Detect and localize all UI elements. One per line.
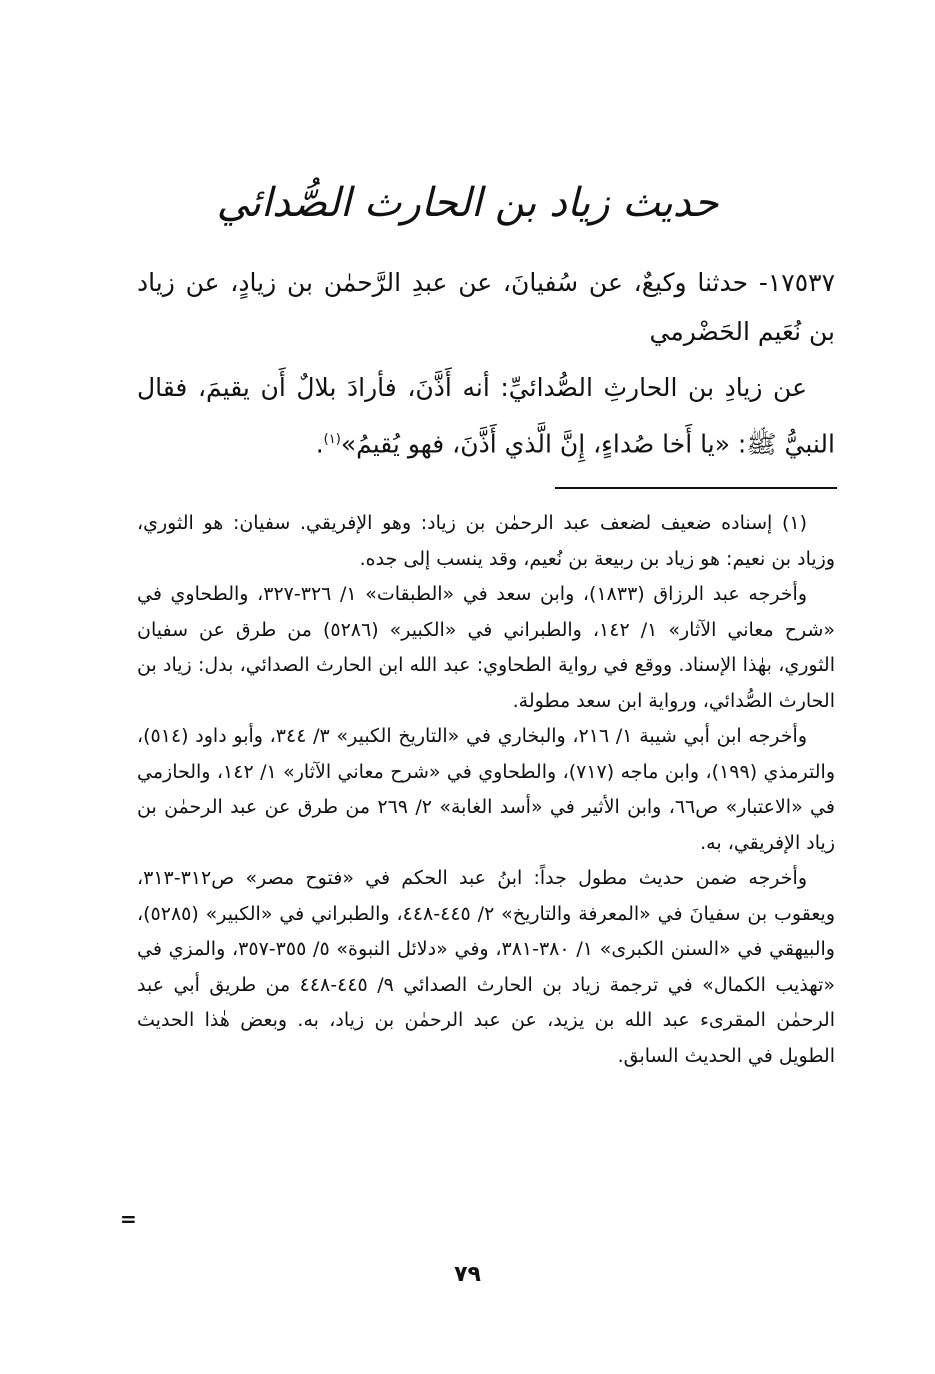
- footnote-separator: [555, 487, 837, 489]
- hadith-matn-text: عن زيادِ بن الحارثِ الصُّدائيِّ: أنه أَذَّنَ، فأرادَ بلالٌ أَن يقيمَ، فقال النبيُّ ﷺ: «يا أَخا صُداءٍ، إِنَّ الَّذي أَذَّنَ، فهو يُقيمُ»: [137, 373, 835, 459]
- hadith-chain: [137, 258, 835, 356]
- footnote-reference: (١): [323, 432, 341, 447]
- footnote-paragraph: وأخرجه ضمن حديث مطول جداً: ابنُ عبد الحكم في «فتوح مصر» ص٣١٢-٣١٣، ويعقوب بن سفيانَ في «المعرفة والتاريخ» ٢/ ٤٤٥-٤٤٨، والطبراني في «الكبير» (٥٢٨٥)، والبيهقي في «السنن الكبرى» ١/ ٣٨٠-٣٨١، وفي «دلائل النبوة» ٥/ ٣٥٥-٣٥٧، والمزي في «تهذيب الكمال» في ترجمة زياد بن الحارث الصدائي ٩/ ٤٤٥-٤٤٨ من طريق أبي عبد الرحمٰن المقرىء عبد الله بن يزيد، عن عبد الرحمٰن بن زياد، به. وبعض هٰذا الحديث الطويل في الحديث السابق.: [137, 867, 835, 1067]
- continuation-mark: =: [120, 1207, 137, 1231]
- footnotes: [137, 506, 835, 1074]
- footnote-paragraph: (١) إسناده ضعيف لضعف عبد الرحمٰن بن زياد: وهو الإفريقي. سفيان: هو الثوري، وزياد بن نعيم: هو زياد بن ربيعة بن نُعيم، وقد ينسب إلى جده.: [137, 512, 835, 570]
- footnote-paragraph: وأخرجه عبد الرزاق (١٨٣٣)، وابن سعد في «الطبقات» ١/ ٣٢٦-٣٢٧، والطحاوي في «شرح معاني الآثار» ١/ ١٤٢، والطبراني في «الكبير» (٥٢٨٦) من طرق عن سفيان الثوري، بهٰذا الإسناد. ووقع في رواية الطحاوي: عبد الله ابن الحارث الصدائي، بدل: زياد بن الحارث الصُّدائي، ورواية ابن سعد مطولة.: [137, 583, 835, 712]
- hadith-matn: عن زيادِ بن الحارثِ الصُّدائيِّ: أنه أَذَّنَ، فأرادَ بلالٌ أَن يقيمَ، فقال النبيُّ ﷺ: «يا أَخا صُداءٍ، إِنَّ الَّذي أَذَّنَ، فهو يُقيمُ»$^{(١)}$.: [137, 373, 835, 459]
- hadith-chain-text: ١٧٥٣٧- حدثنا وكيعٌ، عن سُفيانَ، عن عبدِ الرَّحمٰن بن زيادٍ، عن زياد بن نُعَيم الحَضْرمي: [137, 268, 835, 346]
- page-number: ٧٩: [454, 1262, 481, 1287]
- footnote-paragraph: وأخرجه ابن أبي شيبة ١/ ٢١٦، والبخاري في «التاريخ الكبير» ٣/ ٣٤٤، وأبو داود (٥١٤)، والترمذي (١٩٩)، وابن ماجه (٧١٧)، والطحاوي في «شرح معاني الآثار» ١/ ١٤٢، والحازمي في «الاعتبار» ص٦٦، وابن الأثير في «أسد الغابة» ٢/ ٢٦٩ من طرق عن عبد الرحمٰن بن زياد الإفريقي، به.: [137, 725, 836, 854]
- hadith-text: [137, 362, 835, 470]
- section-title: حديث زياد بن الحارث الصُّدائي: [216, 180, 719, 226]
